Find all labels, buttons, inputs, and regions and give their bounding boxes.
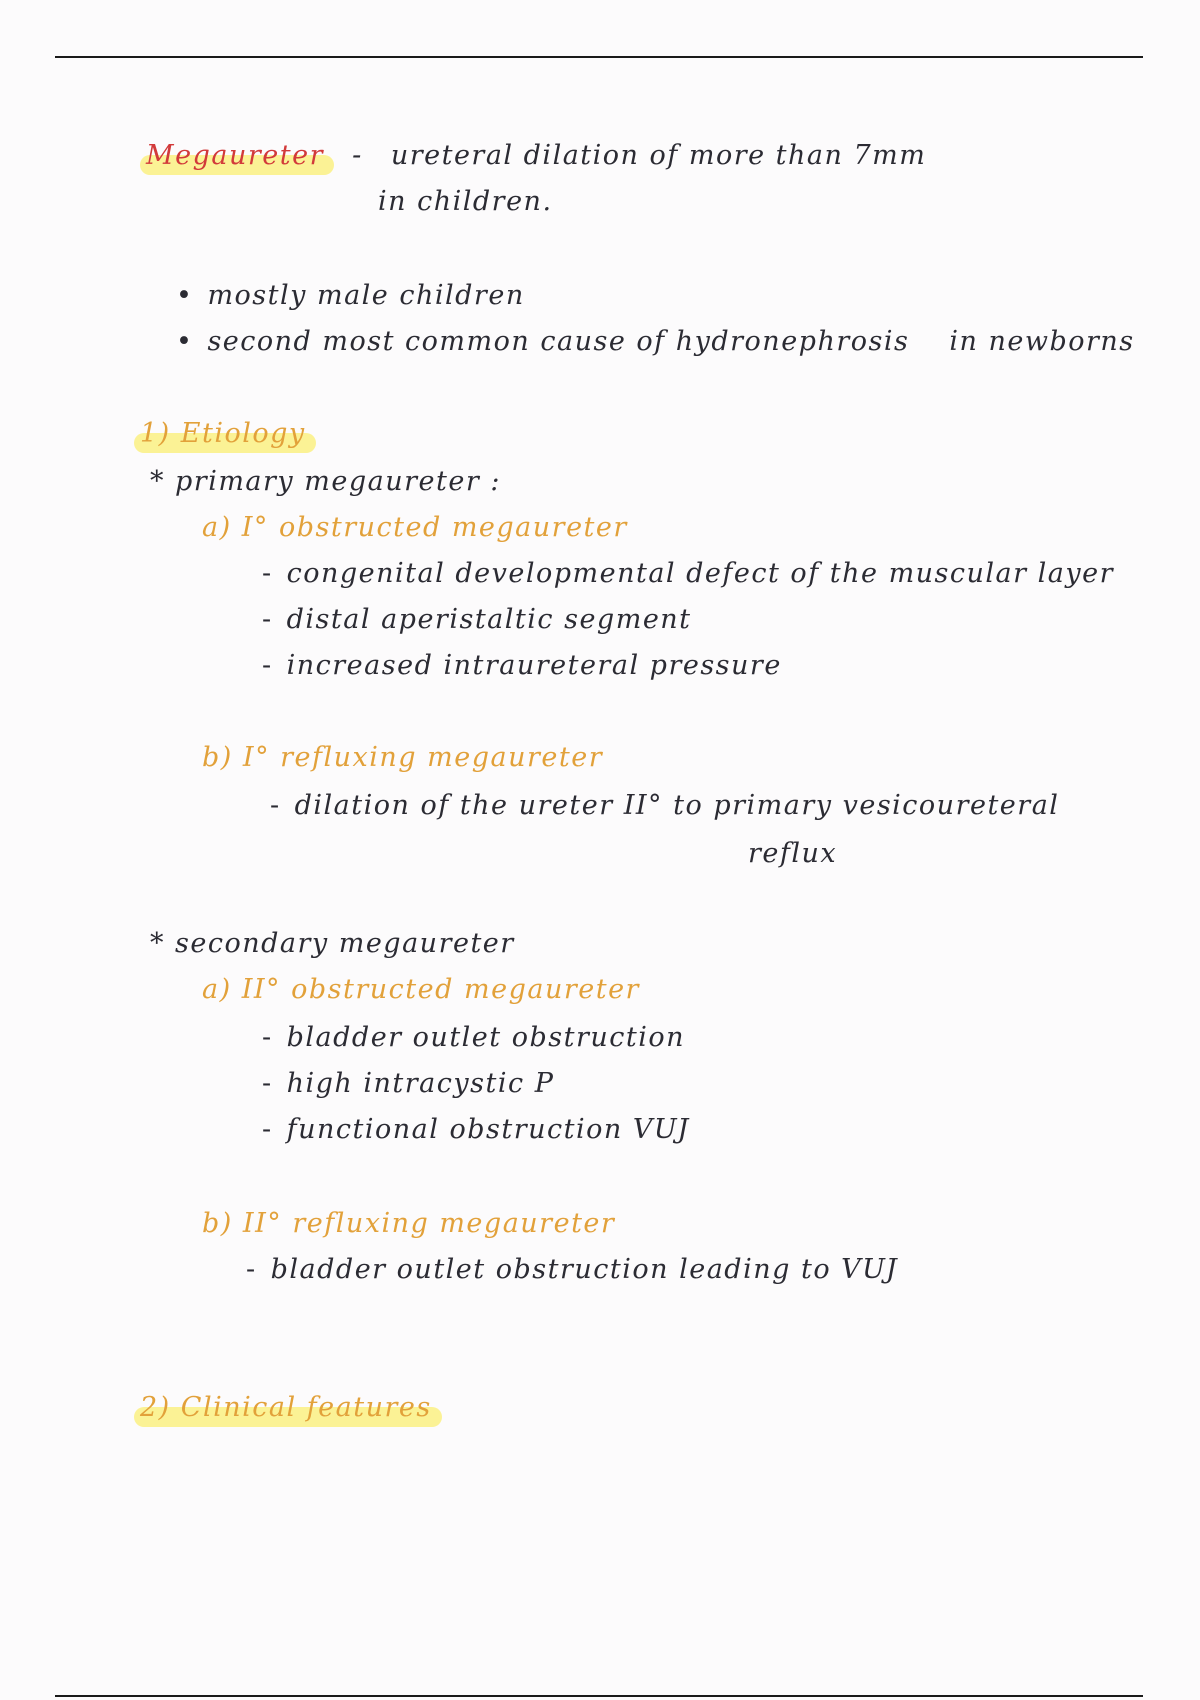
bullet: • <box>176 326 194 357</box>
term-megaureter: Megaureter <box>140 140 334 175</box>
fact-item <box>176 328 1135 355</box>
list-item: - high intracystic P <box>262 1068 555 1099</box>
primary-megaureter-label: * primary megaureter : <box>150 466 501 497</box>
etiology-heading: 1) Etiology <box>134 418 316 453</box>
bullet: • <box>176 280 194 311</box>
top-rule <box>55 56 1143 58</box>
list-item: - congenital developmental defect of the muscular layer <box>262 558 1115 589</box>
secondary-obstructed-heading: a) II° obstructed megaureter <box>202 974 640 1005</box>
list-item: - functional obstruction VUJ <box>262 1114 690 1145</box>
list-item: - bladder outlet obstruction <box>262 1022 686 1053</box>
asterisk-marker: * <box>150 928 165 959</box>
primary-refluxing-heading: b) I° refluxing megaureter <box>202 742 604 773</box>
clinical-features-heading: 2) Clinical features <box>134 1392 442 1427</box>
list-item: - bladder outlet obstruction leading to VUJ <box>246 1254 899 1285</box>
definition-line-1 <box>140 140 926 175</box>
definition-text-1: ureteral dilation of more than 7mm <box>390 140 927 171</box>
asterisk-marker: * <box>150 466 165 497</box>
bottom-rule <box>55 1695 1143 1697</box>
fact-text: mostly male children <box>207 280 525 311</box>
list-item: - dilation of the ureter II° to primary vesicoureteral <box>270 790 1060 821</box>
fact-text-tail: in newborns <box>949 326 1135 357</box>
fact-item <box>176 282 525 309</box>
secondary-refluxing-heading: b) II° refluxing megaureter <box>202 1208 616 1239</box>
list-item: - distal aperistaltic segment <box>262 604 692 635</box>
list-item: - increased intraureteral pressure <box>262 650 782 681</box>
secondary-megaureter-label: * secondary megaureter <box>150 928 515 959</box>
list-item-continuation: reflux <box>748 838 838 869</box>
fact-text: second most common cause of hydronephrosis <box>207 326 910 357</box>
definition-dash: - <box>352 140 363 171</box>
primary-obstructed-heading: a) I° obstructed megaureter <box>202 512 628 543</box>
definition-line-2: in children. <box>378 186 553 217</box>
